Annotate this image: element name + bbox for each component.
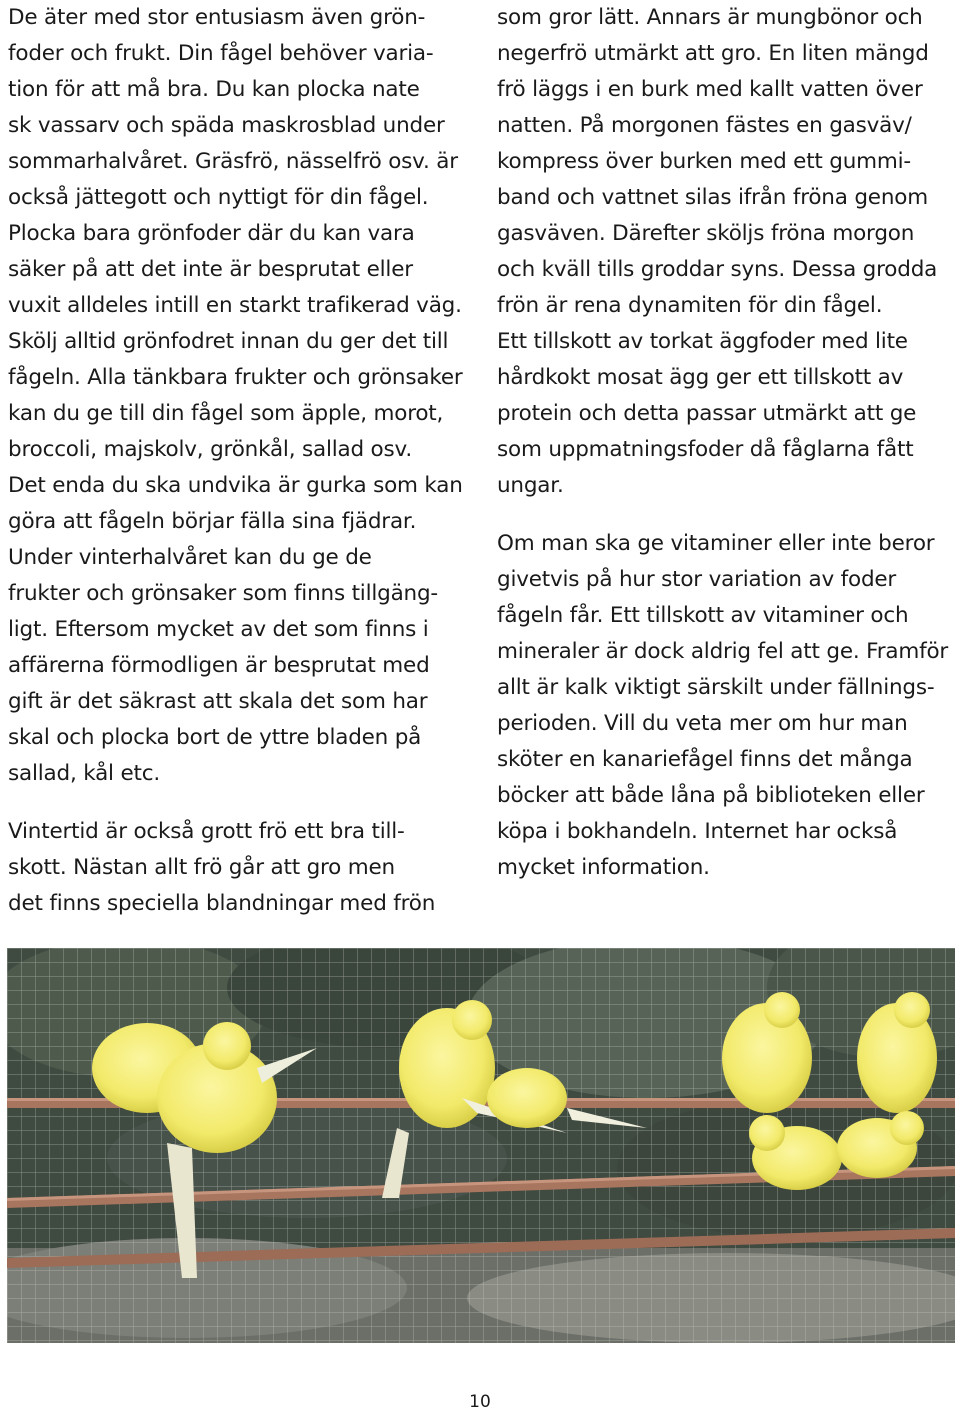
text-line: fågeln. Alla tänkbara frukter och grönsaker <box>8 365 463 390</box>
text-line: frön är rena dynamiten för din fågel. <box>497 293 883 318</box>
text-line: gasväven. Därefter sköljs fröna morgon <box>497 221 915 246</box>
text-line: frö läggs i en burk med kallt vatten över <box>497 77 923 102</box>
text-line: kan du ge till din fågel som äpple, morot, <box>8 401 444 426</box>
text-line: allt är kalk viktigt särskilt under fällnings- <box>497 675 935 700</box>
text-line: böcker att både låna på biblioteken eller <box>497 783 925 808</box>
text-line: frukter och grönsaker som finns tillgäng- <box>8 581 438 606</box>
text-line: affärerna förmodligen är besprutat med <box>8 653 430 678</box>
text-line: givetvis på hur stor variation av foder <box>497 567 897 592</box>
text-line: vuxit alldeles intill en starkt trafikerad väg. <box>8 293 462 318</box>
text-line: foder och frukt. Din fågel behöver varia- <box>8 41 434 66</box>
text-line: sallad, kål etc. <box>8 761 160 786</box>
text-line: band och vattnet silas ifrån fröna genom <box>497 185 928 210</box>
text-line: De äter med stor entusiasm även grön- <box>8 5 426 30</box>
text-line: Plocka bara grönfoder där du kan vara <box>8 221 415 246</box>
right-paragraph-1 <box>497 0 955 504</box>
text-line: Skölj alltid grönfodret innan du ger det till <box>8 329 449 354</box>
right-paragraph-2 <box>497 526 955 886</box>
paragraph-gap <box>8 792 470 814</box>
text-line: sköter en kanariefågel finns det många <box>497 747 913 772</box>
text-line: Om man ska ge vitaminer eller inte beror <box>497 531 935 556</box>
canary-photo <box>7 948 955 1343</box>
text-line: fågeln får. Ett tillskott av vitaminer och <box>497 603 909 628</box>
text-line: säker på att det inte är besprutat eller <box>8 257 413 282</box>
text-line: tion för att må bra. Du kan plocka nate <box>8 77 420 102</box>
text-line: perioden. Vill du veta mer om hur man <box>497 711 908 736</box>
right-column <box>497 0 955 886</box>
text-line: skal och plocka bort de yttre bladen på <box>8 725 422 750</box>
text-line: som gror lätt. Annars är mungbönor och <box>497 5 923 30</box>
text-line: natten. På morgonen fästes en gasväv/ <box>497 113 912 138</box>
text-line: som uppmatningsfoder då fåglarna fått <box>497 437 914 462</box>
text-line: gift är det säkrast att skala det som har <box>8 689 428 714</box>
text-line: också jättegott och nyttigt för din fågel. <box>8 185 429 210</box>
text-line: kompress över burken med ett gummi- <box>497 149 911 174</box>
text-line: broccoli, majskolv, grönkål, sallad osv. <box>8 437 412 462</box>
paragraph-gap <box>497 504 955 526</box>
text-line: sommarhalvåret. Gräsfrö, nässelfrö osv. är <box>8 149 458 174</box>
text-line: köpa i bokhandeln. Internet har också <box>497 819 898 844</box>
text-line: negerfrö utmärkt att gro. En liten mängd <box>497 41 929 66</box>
text-line: skott. Nästan allt frö går att gro men <box>8 855 395 880</box>
text-line: Vintertid är också grott frö ett bra till- <box>8 819 405 844</box>
text-line: hårdkokt mosat ägg ger ett tillskott av <box>497 365 904 390</box>
text-line: göra att fågeln börjar fälla sina fjädrar. <box>8 509 417 534</box>
left-paragraph-2 <box>8 814 470 922</box>
text-line: protein och detta passar utmärkt att ge <box>497 401 917 426</box>
text-line: mycket information. <box>497 855 710 880</box>
left-paragraph-1 <box>8 0 470 792</box>
canary-photo-icon <box>7 948 955 1343</box>
text-line: ligt. Eftersom mycket av det som finns i <box>8 617 429 642</box>
text-line: sk vassarv och späda maskrosblad under <box>8 113 445 138</box>
text-line: och kväll tills groddar syns. Dessa grodda <box>497 257 938 282</box>
text-line: Ett tillskott av torkat äggfoder med lite <box>497 329 908 354</box>
text-line: Under vinterhalvåret kan du ge de <box>8 545 372 570</box>
text-line: det finns speciella blandningar med frön <box>8 891 436 916</box>
text-line: Det enda du ska undvika är gurka som kan <box>8 473 463 498</box>
left-column <box>8 0 470 922</box>
page-number: 10 <box>469 1392 491 1412</box>
text-line: mineraler är dock aldrig fel att ge. Framför <box>497 639 949 664</box>
text-line: ungar. <box>497 473 564 498</box>
